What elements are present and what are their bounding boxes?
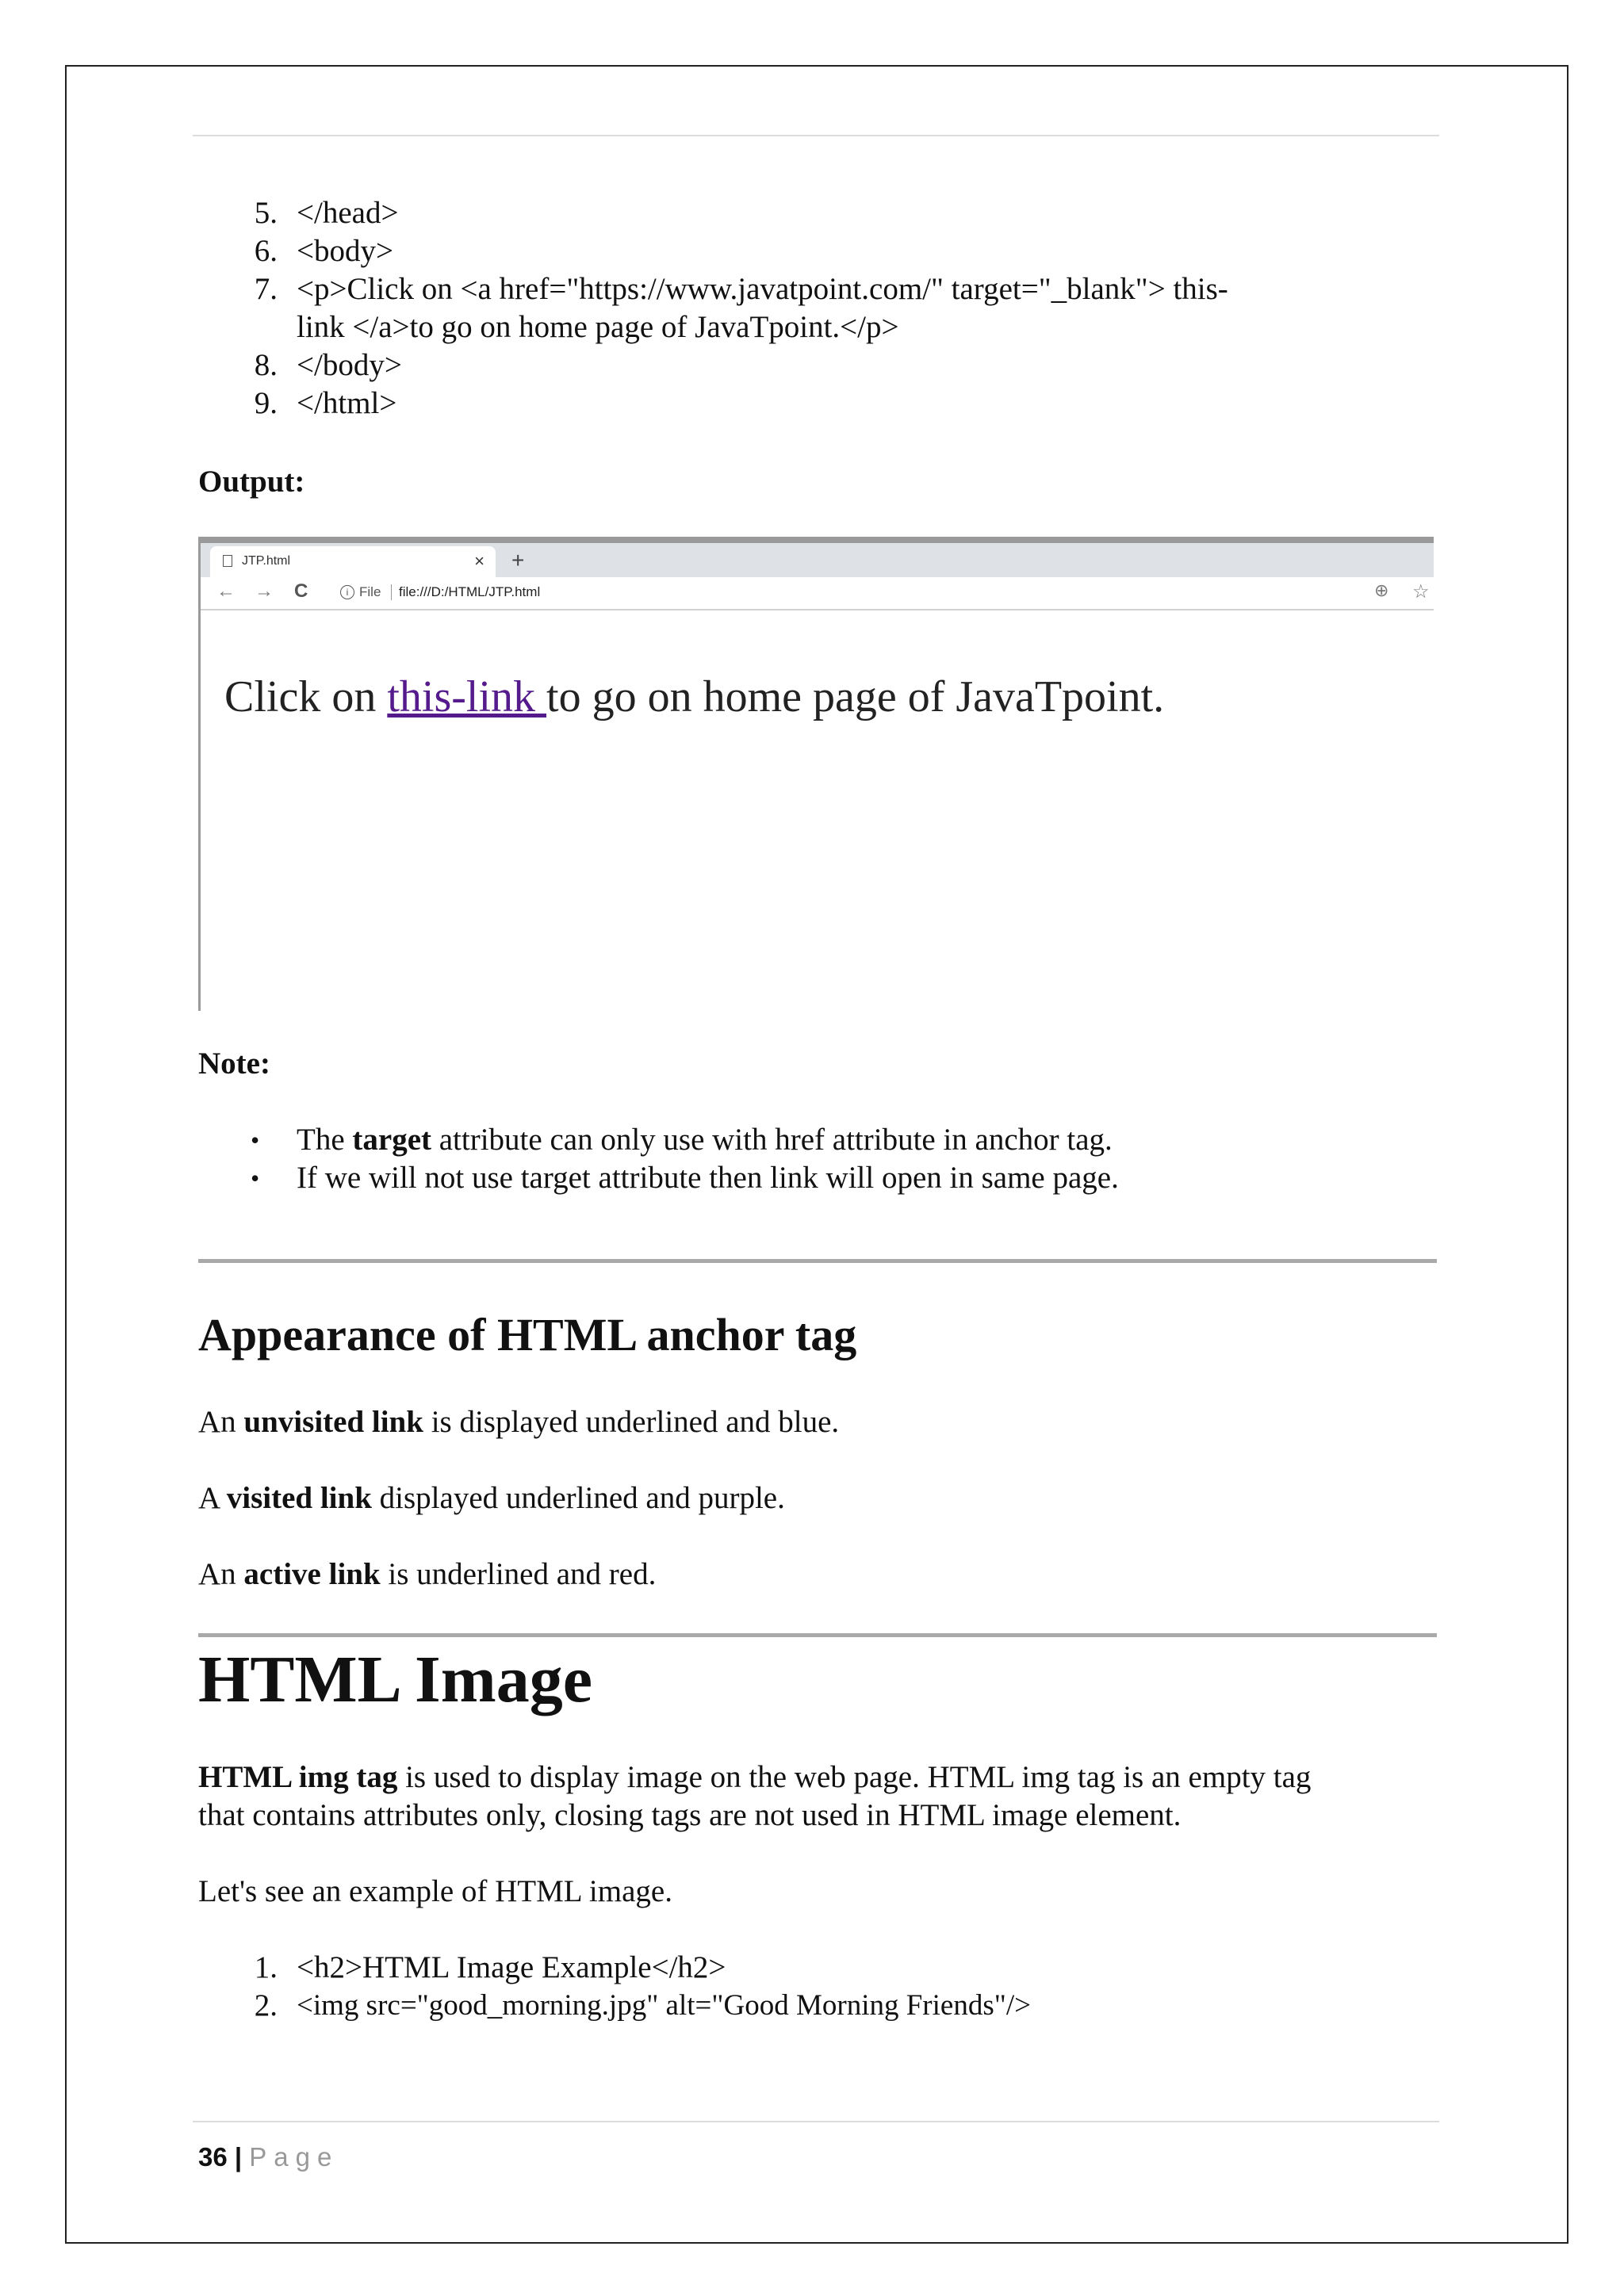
line-number: 5.	[254, 196, 278, 230]
this-link[interactable]: this-link	[387, 672, 547, 721]
reload-icon[interactable]: C	[294, 580, 308, 602]
close-icon[interactable]: ×	[474, 551, 485, 571]
content-text-after: to go on home page of JavaTpoint.	[546, 672, 1165, 721]
line-number: 9.	[254, 386, 278, 420]
info-icon[interactable]: i	[340, 585, 354, 599]
page-footer	[198, 2142, 339, 2172]
code-line: <p>Click on <a href="https://www.javatpoint.com/" target="_blank"> this-	[297, 272, 1228, 306]
browser-tab[interactable]	[210, 546, 496, 577]
bullet-icon: •	[251, 1126, 260, 1154]
code-line: <img src="good_morning.jpg" alt="Good Morning Friends"/>	[297, 1989, 1031, 2022]
code-line: </head>	[297, 196, 399, 230]
document-icon	[223, 555, 232, 567]
code-line: <body>	[297, 234, 393, 268]
back-icon[interactable]: ←	[216, 580, 236, 602]
page-number: 36	[198, 2142, 228, 2172]
new-tab-icon[interactable]: +	[511, 548, 525, 572]
page-word: Page	[249, 2142, 339, 2172]
code-line: </body>	[297, 348, 402, 382]
browser-screenshot	[198, 537, 1434, 1011]
section-heading: Appearance of HTML anchor tag	[198, 1309, 857, 1360]
section-divider	[198, 1633, 1437, 1637]
paragraph: An active link is underlined and red.	[198, 1557, 657, 1591]
paragraph: An unvisited link is displayed underlined and blue.	[198, 1405, 840, 1439]
line-number: 6.	[254, 234, 278, 268]
screenshot-shadow	[201, 537, 1434, 543]
line-number: 8.	[254, 348, 278, 382]
paragraph: HTML img tag is used to display image on the web page. HTML img tag is an empty tag	[198, 1760, 1312, 1794]
star-icon[interactable]: ☆	[1412, 581, 1430, 603]
note-item: The target attribute can only use with href attribute in anchor tag.	[297, 1123, 1113, 1157]
file-label: File	[359, 584, 381, 599]
paragraph: A visited link displayed underlined and purple.	[198, 1481, 785, 1515]
code-line: </html>	[297, 386, 397, 420]
forward-icon[interactable]: →	[255, 580, 274, 602]
header-rule	[193, 135, 1439, 136]
code-line-continuation: link </a>to go on home page of JavaTpoint.</p>	[297, 310, 899, 344]
code-line: <h2>HTML Image Example</h2>	[297, 1950, 726, 1984]
paragraph: Let's see an example of HTML image.	[198, 1874, 672, 1908]
line-number: 7.	[254, 272, 278, 306]
section-divider	[198, 1259, 1437, 1263]
paragraph: that contains attributes only, closing tags are not used in HTML image element.	[198, 1798, 1182, 1832]
page-title: HTML Image	[198, 1643, 592, 1716]
page-content	[224, 672, 1164, 722]
tab-title: JTP.html	[242, 554, 291, 568]
output-label: Output:	[198, 465, 305, 499]
line-number: 1.	[254, 1950, 278, 1984]
address-bar[interactable]: file:///D:/HTML/JTP.html	[399, 584, 541, 599]
footer-separator: |	[234, 2142, 243, 2172]
content-text-before: Click on	[224, 672, 388, 721]
note-item: If we will not use target attribute then link will open in same page.	[297, 1161, 1119, 1195]
tab-bar	[201, 543, 1434, 577]
line-number: 2.	[254, 1988, 278, 2022]
browser-toolbar	[201, 577, 1434, 610]
note-label: Note:	[198, 1047, 270, 1081]
address-separator	[391, 584, 392, 600]
bullet-icon: •	[251, 1164, 260, 1192]
zoom-icon[interactable]: ⊕	[1374, 580, 1389, 600]
footer-rule	[193, 2121, 1439, 2122]
